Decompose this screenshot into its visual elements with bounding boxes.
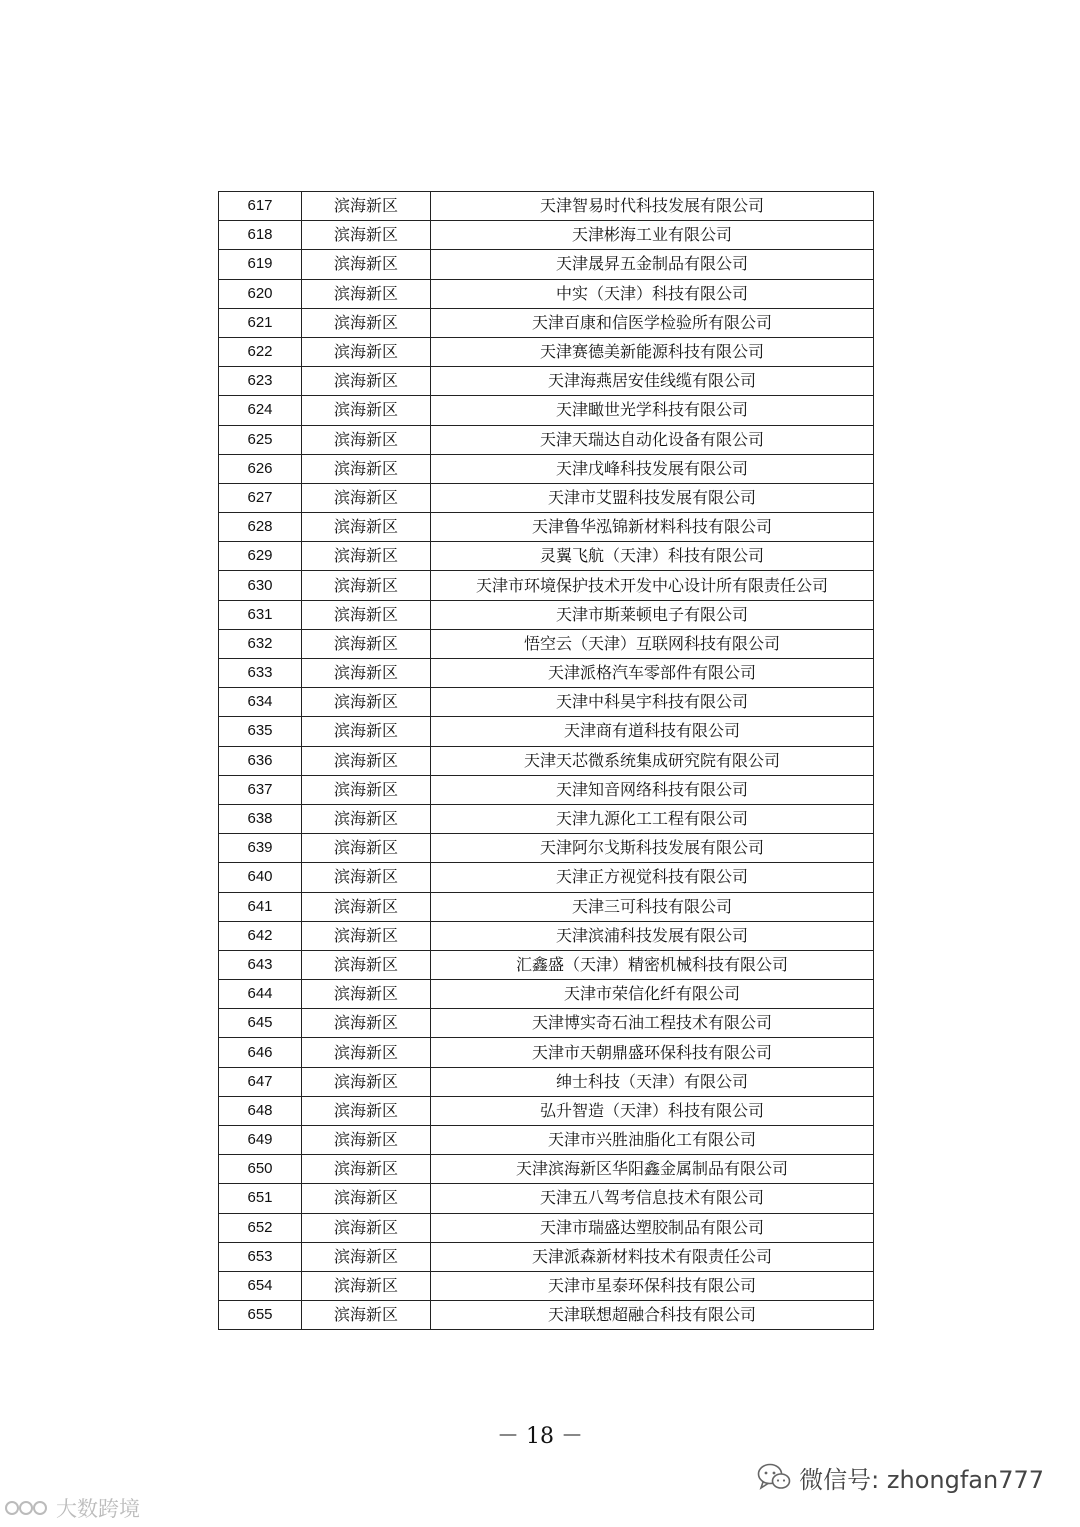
row-number: 641 [219,892,302,921]
table-row [219,892,874,921]
district-cell: 滨海新区 [302,1213,431,1242]
district-cell: 滨海新区 [302,1009,431,1038]
district-cell: 滨海新区 [302,775,431,804]
row-number: 618 [219,221,302,250]
table-row [219,1184,874,1213]
district-cell: 滨海新区 [302,542,431,571]
company-name-cell: 天津滨海新区华阳鑫金属制品有限公司 [431,1155,874,1184]
district-cell: 滨海新区 [302,892,431,921]
company-name-cell: 天津天芯微系统集成研究院有限公司 [431,746,874,775]
district-cell: 滨海新区 [302,629,431,658]
district-cell: 滨海新区 [302,1126,431,1155]
table-row [219,308,874,337]
corner-watermark [4,1494,140,1522]
row-number: 648 [219,1096,302,1125]
table-row [219,950,874,979]
district-cell: 滨海新区 [302,513,431,542]
company-name-cell: 天津联想超融合科技有限公司 [431,1301,874,1330]
row-number: 636 [219,746,302,775]
company-list-table [218,191,874,1330]
company-name-cell: 天津滨浦科技发展有限公司 [431,921,874,950]
company-name-cell: 悟空云（天津）互联网科技有限公司 [431,629,874,658]
company-name-cell: 天津市环境保护技术开发中心设计所有限责任公司 [431,571,874,600]
district-cell: 滨海新区 [302,863,431,892]
table-row [219,1271,874,1300]
district-cell: 滨海新区 [302,688,431,717]
row-number: 620 [219,279,302,308]
row-number: 626 [219,454,302,483]
table-row [219,1301,874,1330]
company-name-cell: 天津正方视觉科技有限公司 [431,863,874,892]
company-name-cell: 天津市艾盟科技发展有限公司 [431,483,874,512]
company-name-cell: 天津知音网络科技有限公司 [431,775,874,804]
table-row [219,279,874,308]
district-cell: 滨海新区 [302,746,431,775]
district-cell: 滨海新区 [302,454,431,483]
row-number: 635 [219,717,302,746]
company-name-cell: 天津市兴胜油脂化工有限公司 [431,1126,874,1155]
company-name-cell: 天津市天朝鼎盛环保科技有限公司 [431,1038,874,1067]
district-cell: 滨海新区 [302,425,431,454]
table-row [219,775,874,804]
district-cell: 滨海新区 [302,1067,431,1096]
row-number: 625 [219,425,302,454]
district-cell: 滨海新区 [302,571,431,600]
district-cell: 滨海新区 [302,367,431,396]
table-row [219,454,874,483]
table-row [219,629,874,658]
row-number: 624 [219,396,302,425]
table-row [219,337,874,366]
district-cell: 滨海新区 [302,950,431,979]
company-name-cell: 天津智易时代科技发展有限公司 [431,192,874,221]
table-row [219,863,874,892]
district-cell: 滨海新区 [302,1271,431,1300]
district-cell: 滨海新区 [302,250,431,279]
table-row [219,804,874,833]
district-cell: 滨海新区 [302,1038,431,1067]
company-name-cell: 灵翼飞航（天津）科技有限公司 [431,542,874,571]
table-row [219,367,874,396]
table-row [219,1038,874,1067]
table-row [219,746,874,775]
district-cell: 滨海新区 [302,834,431,863]
row-number: 622 [219,337,302,366]
row-number: 619 [219,250,302,279]
row-number: 639 [219,834,302,863]
row-number: 647 [219,1067,302,1096]
row-number: 643 [219,950,302,979]
row-number: 642 [219,921,302,950]
company-name-cell: 弘升智造（天津）科技有限公司 [431,1096,874,1125]
company-name-cell: 天津派格汽车零部件有限公司 [431,659,874,688]
corner-logo-text: 大数跨境 [56,1497,140,1521]
company-name-cell: 天津鲁华泓锦新材料科技有限公司 [431,513,874,542]
row-number: 631 [219,600,302,629]
company-name-cell: 天津市星泰环保科技有限公司 [431,1271,874,1300]
company-name-cell: 天津阿尔戈斯科技发展有限公司 [431,834,874,863]
table-row [219,717,874,746]
district-cell: 滨海新区 [302,279,431,308]
district-cell: 滨海新区 [302,308,431,337]
company-name-cell: 天津九源化工工程有限公司 [431,804,874,833]
district-cell: 滨海新区 [302,717,431,746]
district-cell: 滨海新区 [302,1242,431,1271]
table-row [219,542,874,571]
company-name-cell: 绅士科技（天津）有限公司 [431,1067,874,1096]
wechat-icon [757,1462,791,1492]
row-number: 652 [219,1213,302,1242]
table-row [219,513,874,542]
company-name-cell: 天津商有道科技有限公司 [431,717,874,746]
row-number: 634 [219,688,302,717]
company-name-cell: 天津市荣信化纤有限公司 [431,980,874,1009]
company-name-cell: 天津戊峰科技发展有限公司 [431,454,874,483]
table-row [219,250,874,279]
table-row [219,600,874,629]
district-cell: 滨海新区 [302,337,431,366]
row-number: 650 [219,1155,302,1184]
district-cell: 滨海新区 [302,980,431,1009]
company-name-cell: 汇鑫盛（天津）精密机械科技有限公司 [431,950,874,979]
cloud-logo-icon [4,1498,52,1518]
wechat-watermark [757,1462,1044,1492]
company-name-cell: 天津博实奇石油工程技术有限公司 [431,1009,874,1038]
row-number: 651 [219,1184,302,1213]
row-number: 632 [219,629,302,658]
company-name-cell: 天津三可科技有限公司 [431,892,874,921]
page-number: － 18 － [497,1424,583,1449]
row-number: 640 [219,863,302,892]
district-cell: 滨海新区 [302,921,431,950]
company-name-cell: 天津赛德美新能源科技有限公司 [431,337,874,366]
company-name-cell: 天津晟昇五金制品有限公司 [431,250,874,279]
row-number: 646 [219,1038,302,1067]
district-cell: 滨海新区 [302,396,431,425]
table-row [219,659,874,688]
row-number: 638 [219,804,302,833]
table-body [219,192,874,1330]
district-cell: 滨海新区 [302,804,431,833]
district-cell: 滨海新区 [302,1184,431,1213]
company-name-cell: 天津瞰世光学科技有限公司 [431,396,874,425]
row-number: 617 [219,192,302,221]
company-name-cell: 天津市斯莱顿电子有限公司 [431,600,874,629]
row-number: 655 [219,1301,302,1330]
district-cell: 滨海新区 [302,1155,431,1184]
district-cell: 滨海新区 [302,659,431,688]
company-name-cell: 天津海燕居安佳线缆有限公司 [431,367,874,396]
district-cell: 滨海新区 [302,600,431,629]
row-number: 637 [219,775,302,804]
row-number: 627 [219,483,302,512]
company-list-table-container [218,191,874,1330]
company-name-cell: 天津派森新材料技术有限责任公司 [431,1242,874,1271]
row-number: 633 [219,659,302,688]
table-row [219,425,874,454]
district-cell: 滨海新区 [302,192,431,221]
row-number: 653 [219,1242,302,1271]
company-name-cell: 天津市瑞盛达塑胶制品有限公司 [431,1213,874,1242]
district-cell: 滨海新区 [302,1301,431,1330]
row-number: 630 [219,571,302,600]
district-cell: 滨海新区 [302,483,431,512]
table-row [219,980,874,1009]
company-name-cell: 中实（天津）科技有限公司 [431,279,874,308]
row-number: 628 [219,513,302,542]
table-row [219,192,874,221]
row-number: 629 [219,542,302,571]
company-name-cell: 天津中科昊宇科技有限公司 [431,688,874,717]
row-number: 623 [219,367,302,396]
table-row [219,221,874,250]
district-cell: 滨海新区 [302,221,431,250]
table-row [219,1126,874,1155]
table-row [219,483,874,512]
row-number: 621 [219,308,302,337]
district-cell: 滨海新区 [302,1096,431,1125]
table-row [219,1067,874,1096]
row-number: 645 [219,1009,302,1038]
table-row [219,571,874,600]
table-row [219,1213,874,1242]
table-row [219,1155,874,1184]
company-name-cell: 天津五八驾考信息技术有限公司 [431,1184,874,1213]
table-row [219,921,874,950]
company-name-cell: 天津百康和信医学检验所有限公司 [431,308,874,337]
table-row [219,396,874,425]
row-number: 649 [219,1126,302,1155]
table-row [219,1242,874,1271]
company-name-cell: 天津天瑞达自动化设备有限公司 [431,425,874,454]
table-row [219,688,874,717]
table-row [219,1096,874,1125]
table-row [219,834,874,863]
row-number: 654 [219,1271,302,1300]
wechat-label: 微信号: zhongfan777 [799,1465,1044,1494]
row-number: 644 [219,980,302,1009]
company-name-cell: 天津彬海工业有限公司 [431,221,874,250]
table-row [219,1009,874,1038]
